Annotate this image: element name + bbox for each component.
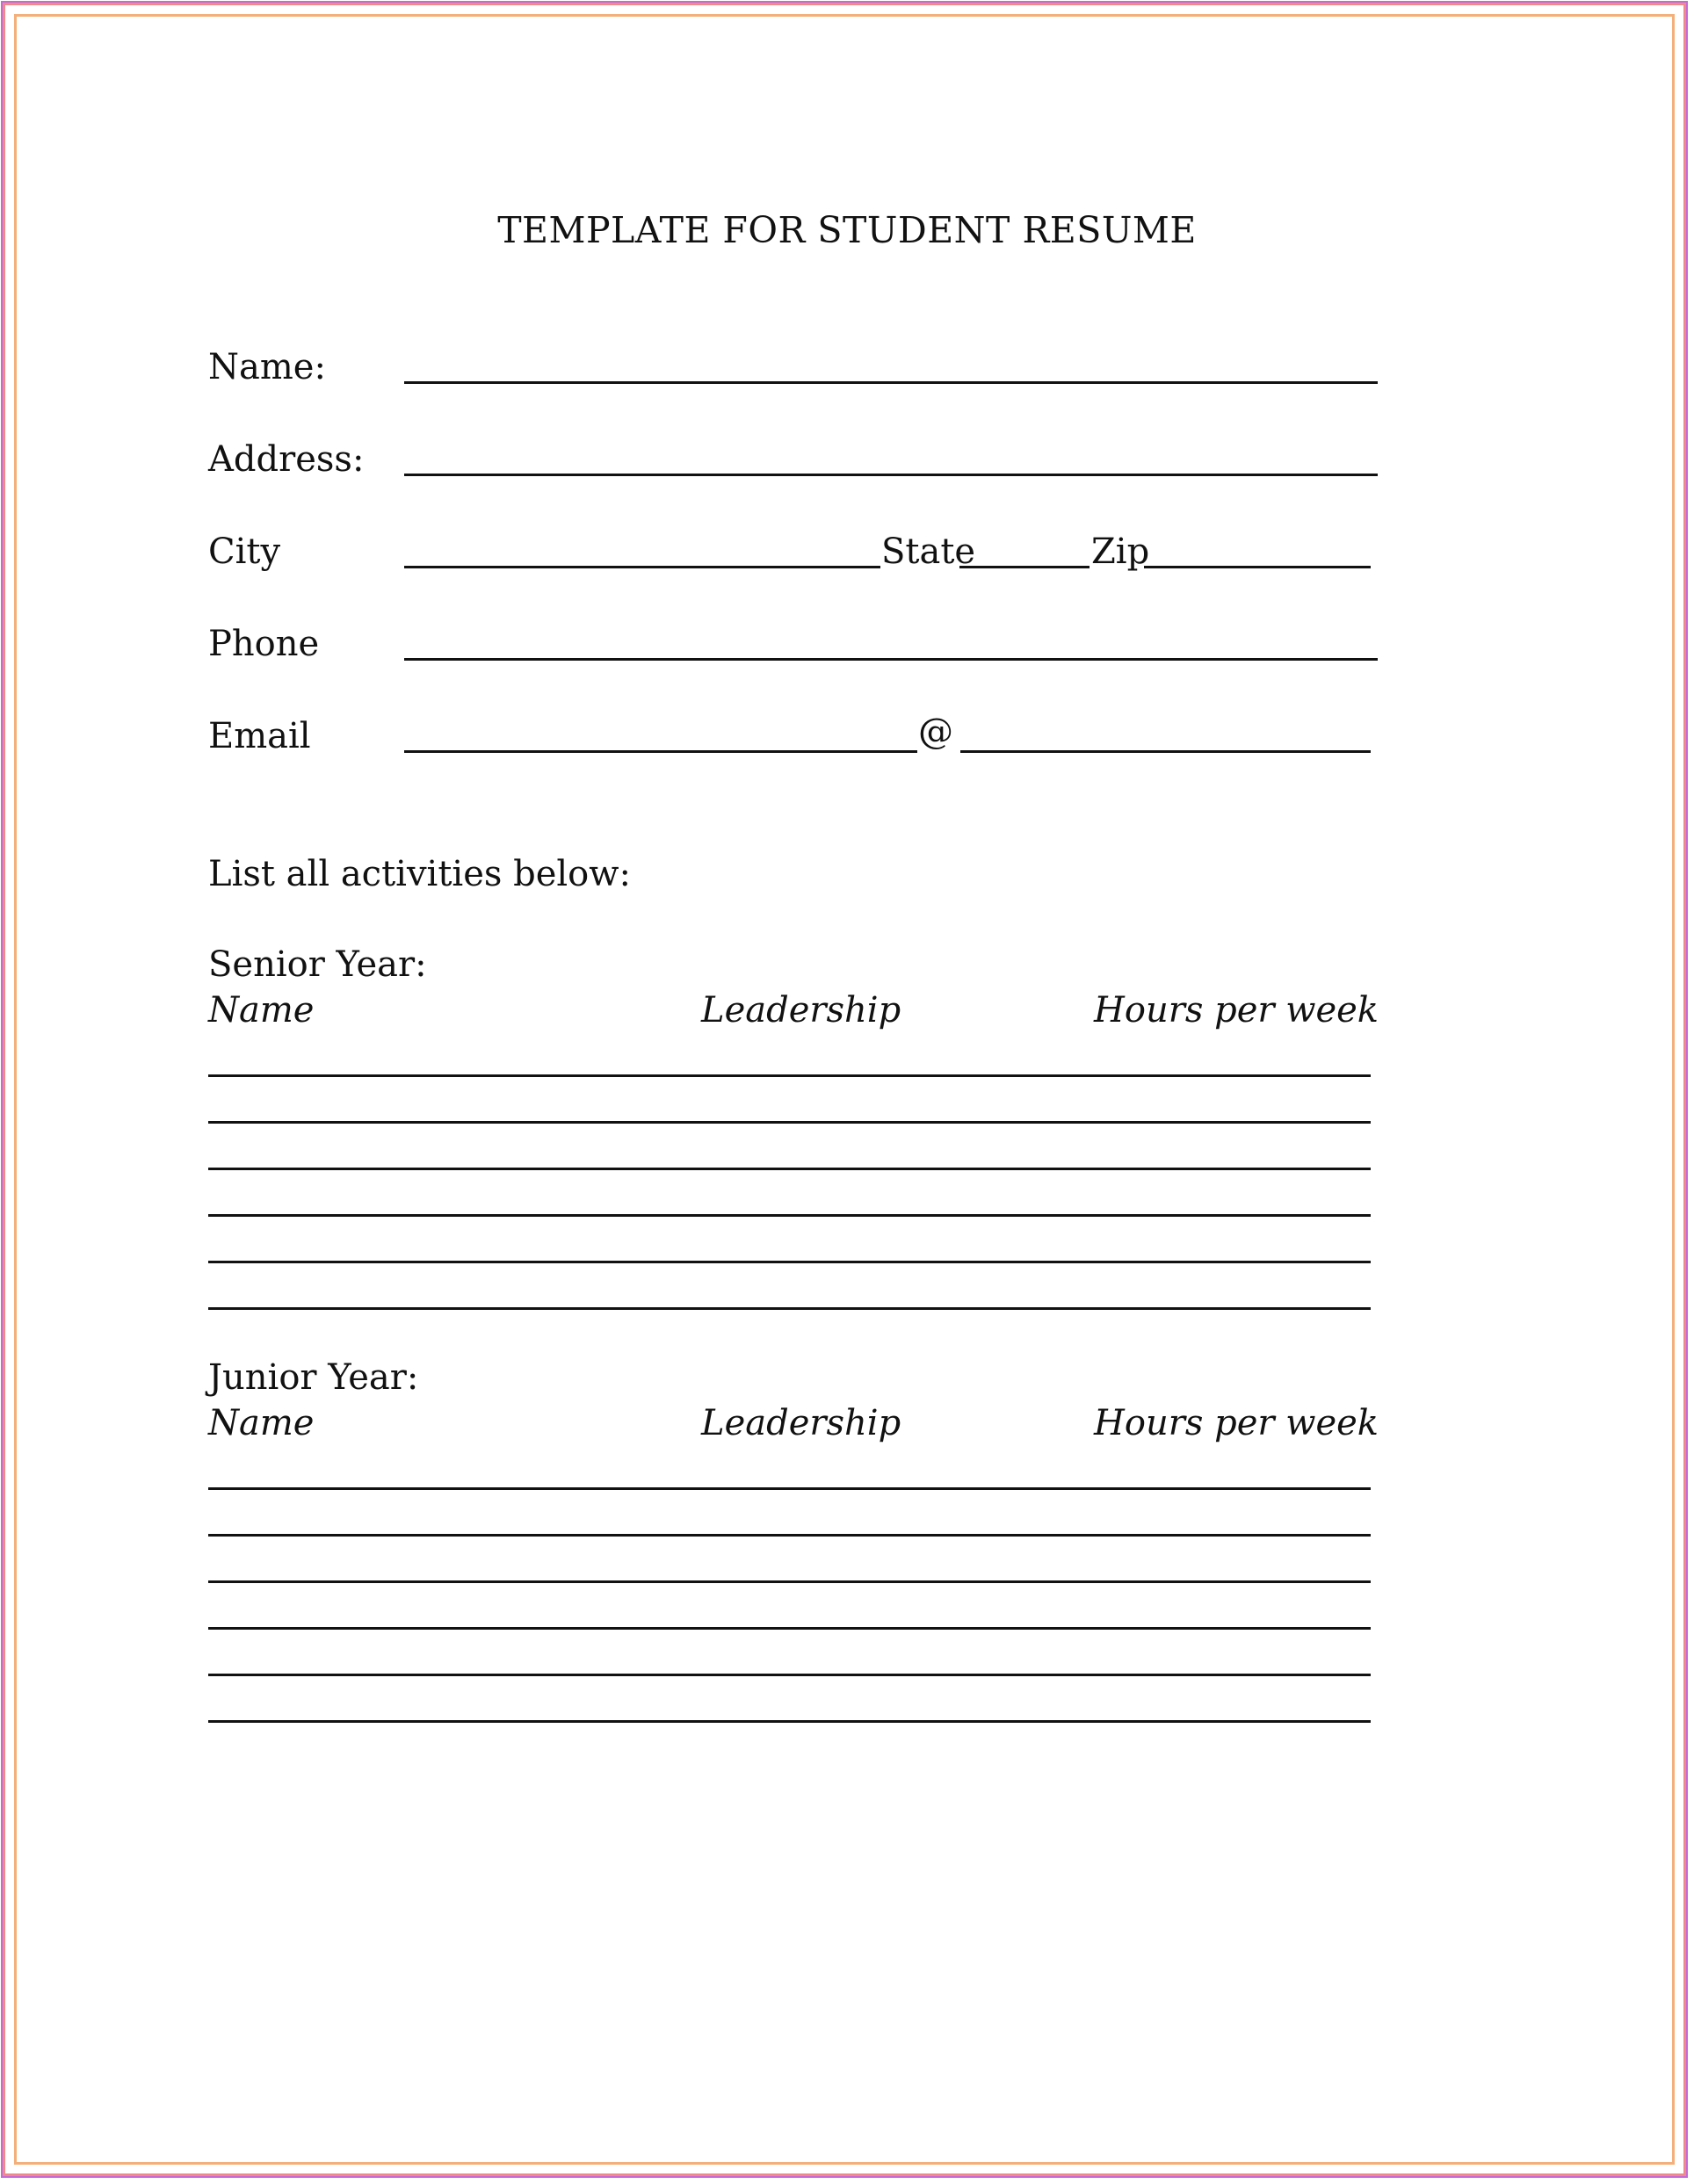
page-border <box>3 3 1686 2176</box>
page-title: TEMPLATE FOR STUDENT RESUME <box>497 209 1197 251</box>
junior-activity-line[interactable] <box>208 1534 1371 1537</box>
senior-activity-line[interactable] <box>208 1307 1371 1310</box>
senior-activity-line[interactable] <box>208 1168 1371 1170</box>
junior-activity-line[interactable] <box>208 1580 1371 1583</box>
email-domain-field[interactable] <box>960 750 1371 753</box>
phone-field[interactable] <box>404 658 1378 661</box>
activities-intro: List all activities below: <box>208 854 631 894</box>
senior-col-name: Name <box>208 990 315 1031</box>
senior-year-heading: Senior Year: <box>208 944 427 985</box>
junior-col-name: Name <box>208 1403 315 1443</box>
senior-activity-line[interactable] <box>208 1214 1371 1217</box>
senior-col-leadership: Leadership <box>701 990 901 1031</box>
junior-activity-line[interactable] <box>208 1720 1371 1723</box>
address-label: Address: <box>208 439 365 480</box>
senior-col-hours: Hours per week <box>1094 990 1379 1031</box>
senior-activity-line[interactable] <box>208 1261 1371 1263</box>
name-field[interactable] <box>404 381 1378 384</box>
page-border-inner <box>14 14 1675 2165</box>
email-label: Email <box>208 716 311 756</box>
city-field[interactable] <box>404 566 880 568</box>
junior-col-hours: Hours per week <box>1094 1403 1379 1443</box>
senior-activity-line[interactable] <box>208 1121 1371 1124</box>
senior-activity-line[interactable] <box>208 1074 1371 1077</box>
junior-activity-line[interactable] <box>208 1674 1371 1676</box>
email-user-field[interactable] <box>404 750 917 753</box>
address-field[interactable] <box>404 474 1378 476</box>
city-label: City <box>208 532 281 572</box>
junior-year-heading: Junior Year: <box>208 1357 419 1398</box>
zip-field[interactable] <box>1144 566 1371 568</box>
name-label: Name: <box>208 347 326 387</box>
zip-label: Zip <box>1091 532 1150 572</box>
junior-activity-line[interactable] <box>208 1487 1371 1490</box>
state-field[interactable] <box>959 566 1090 568</box>
state-label: State <box>881 532 976 572</box>
email-at-sign: @ <box>918 712 953 752</box>
phone-label: Phone <box>208 624 320 664</box>
junior-col-leadership: Leadership <box>701 1403 901 1443</box>
junior-activity-line[interactable] <box>208 1627 1371 1630</box>
